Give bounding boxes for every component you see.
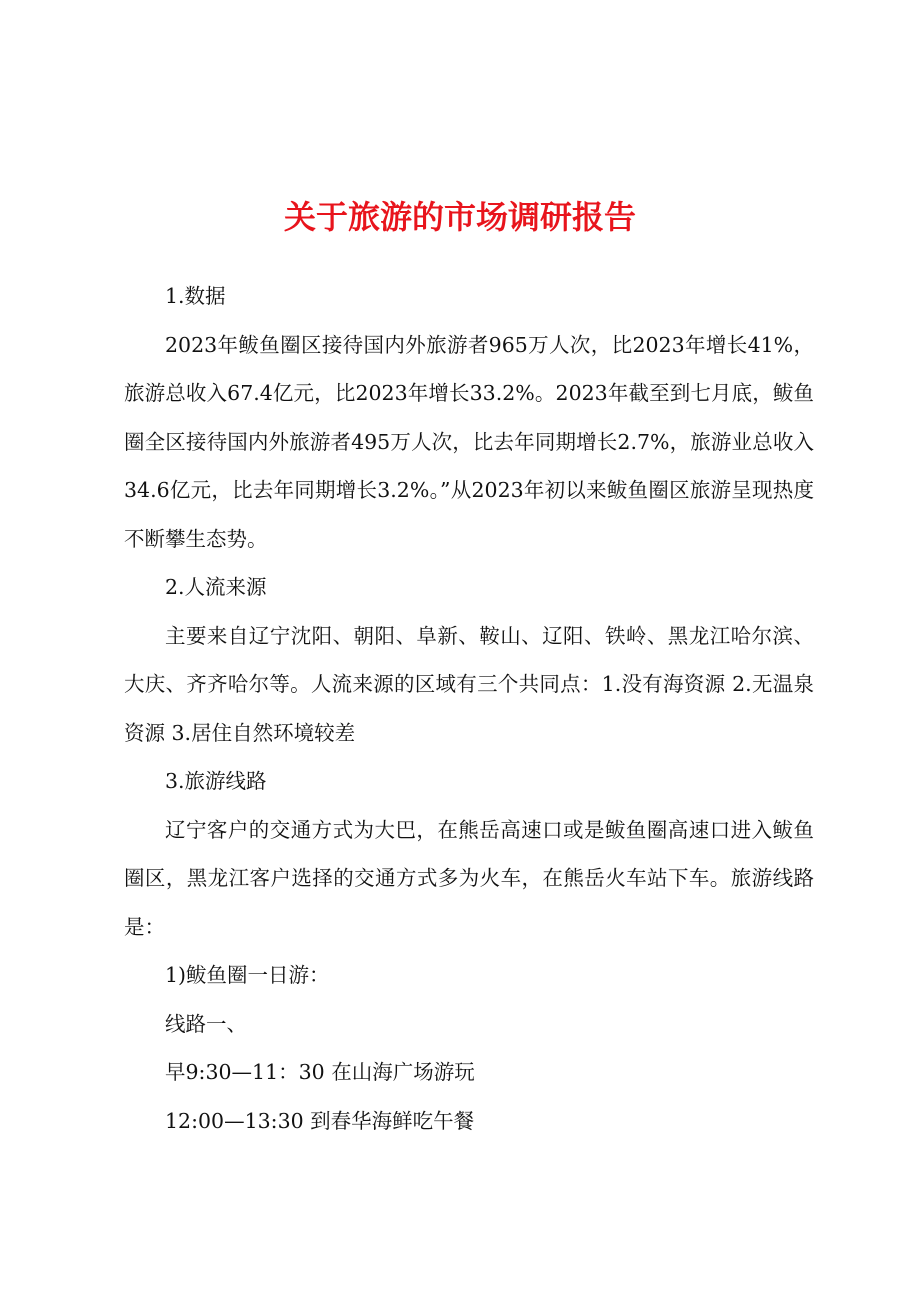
document-body: [124, 272, 814, 1145]
document-title: 关于旅游的市场调研报告: [283, 198, 636, 236]
schedule-item-lunch: 12:00—13:30 到春华海鲜吃午餐: [165, 1108, 475, 1133]
paragraph-statistics: 2023年鲅鱼圈区接待国内外旅游者965万人次，比2023年增长41%，旅游总收入67.4亿元，比2023年增长33.2%。2023年截至到七月底，鲅鱼圈全区接待国内外旅游者495万人次，比去年同期增长2.7%，旅游业总收入34.6亿元，比去年同期增长3.2%。”从2023年初以来鲅鱼圈区旅游呈现热度不断攀生态势。: [124, 332, 814, 551]
section-heading-data: 1.数据: [165, 284, 226, 308]
list-item-route-one: 线路一、: [165, 1011, 247, 1036]
section-heading-visitor-source: 2.人流来源: [165, 575, 267, 599]
paragraph-visitor-source: 主要来自辽宁沈阳、朝阳、阜新、鞍山、辽阳、铁岭、黑龙江哈尔滨、大庆、齐齐哈尔等。人流来源的区域有三个共同点：1.没有海资源 2.无温泉资源 3.居住自然环境较差: [124, 623, 814, 745]
list-item-one-day-tour: 1)鲅鱼圈一日游：: [165, 963, 330, 987]
schedule-item-morning: 早9:30—11：30 在山海广场游玩: [165, 1060, 475, 1084]
paragraph-transport: 辽宁客户的交通方式为大巴，在熊岳高速口或是鲅鱼圈高速口进入鲅鱼圈区，黑龙江客户选择的交通方式多为火车，在熊岳火车站下车。旅游线路是：: [124, 817, 814, 939]
section-heading-tour-routes: 3.旅游线路: [165, 769, 267, 793]
